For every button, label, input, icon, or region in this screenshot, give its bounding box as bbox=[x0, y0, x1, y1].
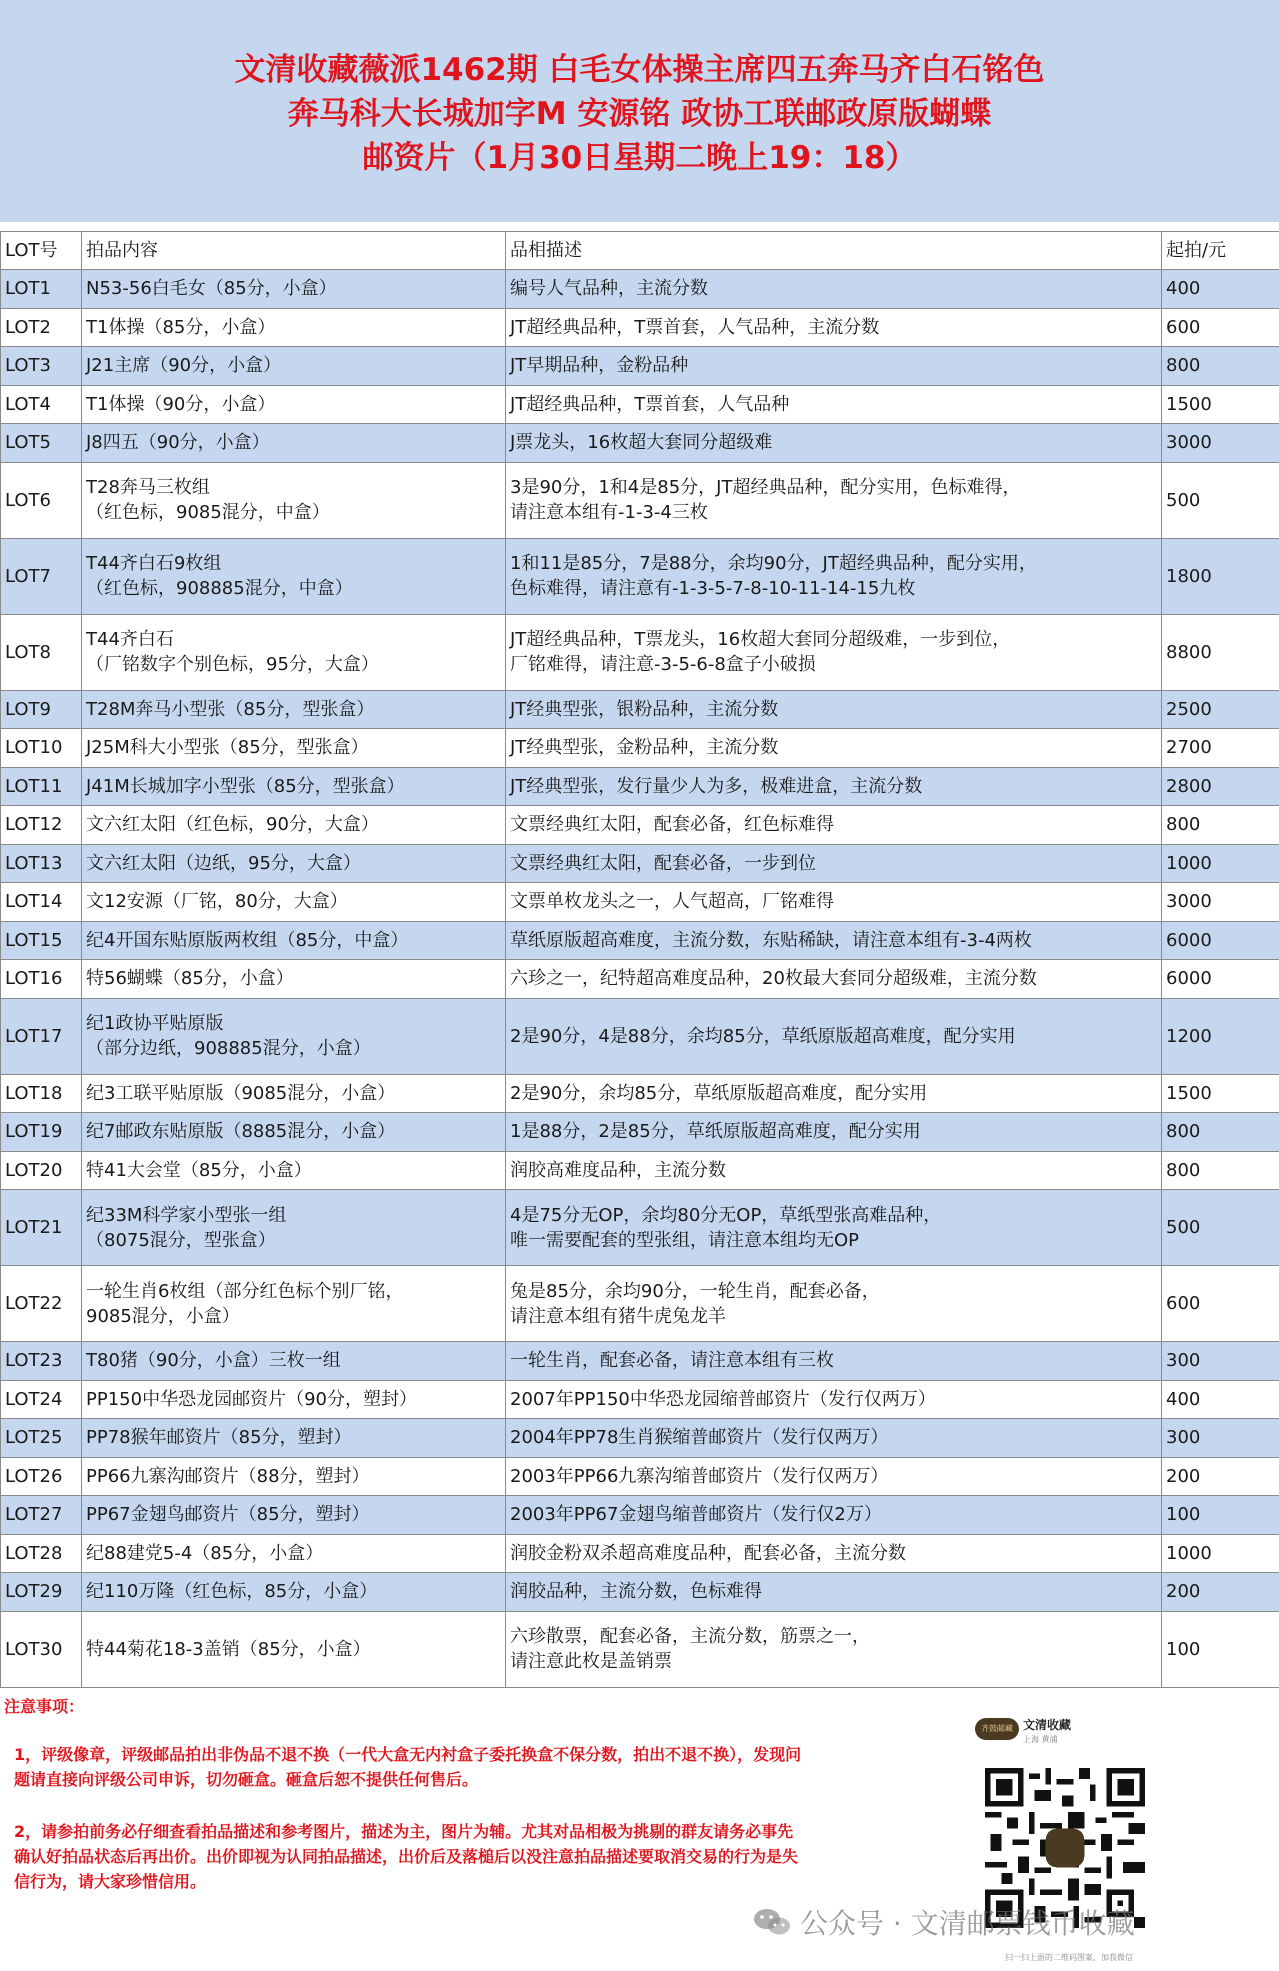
lot-description bbox=[506, 1419, 1162, 1458]
lot-number: LOT18 bbox=[1, 1074, 82, 1113]
header-lot: LOT号 bbox=[1, 232, 82, 270]
lot-number: LOT29 bbox=[1, 1573, 82, 1612]
starting-price: 1800 bbox=[1162, 538, 1279, 614]
lot-description bbox=[506, 1342, 1162, 1381]
lot-item bbox=[82, 1573, 506, 1612]
table-row bbox=[1, 1380, 1279, 1419]
table-row bbox=[1, 385, 1279, 424]
lot-description bbox=[506, 614, 1162, 690]
table-row bbox=[1, 424, 1279, 463]
lot-item-line: 特41大会堂（85分，小盒） bbox=[86, 1159, 312, 1181]
lot-number: LOT8 bbox=[1, 614, 82, 690]
lot-description-line: 润胶金粉双杀超高难度品种，配套必备，主流分数 bbox=[510, 1542, 906, 1564]
lot-item bbox=[82, 844, 506, 883]
title-line-3: 邮资片（1月30日星期二晚上19：18） bbox=[362, 140, 917, 176]
table-row bbox=[1, 538, 1279, 614]
lot-item-line: T80猪（90分，小盒）三枚一组 bbox=[86, 1350, 341, 1372]
notice-paragraph-2: 2，请参拍前务必仔细查看拍品描述和参考图片，描述为主，图片为辅。尤其对品相极为挑剔的群友请务必事先确认好拍品状态后再出价。出价即视为认同拍品描述，出价后及落槌后以没注意拍品描述要取消交易的行为是失信行为，请大家珍惜信用。 bbox=[14, 1822, 799, 1891]
lot-item bbox=[82, 690, 506, 729]
starting-price: 1000 bbox=[1162, 844, 1279, 883]
lot-item bbox=[82, 1496, 506, 1535]
lot-number: LOT17 bbox=[1, 998, 82, 1074]
table-row bbox=[1, 921, 1279, 960]
header-price: 起拍/元 bbox=[1162, 232, 1279, 270]
table-row bbox=[1, 270, 1279, 309]
starting-price: 2500 bbox=[1162, 690, 1279, 729]
table-row bbox=[1, 1151, 1279, 1190]
lot-description-line: 文票经典红太阳，配套必备，红色标难得 bbox=[510, 814, 834, 836]
lot-item-line: （部分边纸，908885混分，小盒） bbox=[86, 1038, 371, 1059]
lot-item-line: 纪33M科学家小型张一组 bbox=[86, 1204, 287, 1226]
lot-item-line: 纪7邮政东贴原版（8885混分，小盒） bbox=[86, 1121, 396, 1143]
lot-item bbox=[82, 729, 506, 768]
starting-price: 500 bbox=[1162, 1190, 1279, 1266]
lot-description bbox=[506, 1074, 1162, 1113]
lot-number: LOT25 bbox=[1, 1419, 82, 1458]
lot-item bbox=[82, 883, 506, 922]
table-row bbox=[1, 729, 1279, 768]
title-line-1: 文清收藏薇派1462期 白毛女体操主席四五奔马齐白石铭色 bbox=[234, 52, 1045, 88]
lot-item bbox=[82, 538, 506, 614]
lot-description-line: 兔是85分，余均90分，一轮生肖，配套必备， bbox=[510, 1280, 880, 1302]
starting-price: 500 bbox=[1162, 462, 1279, 538]
lot-item bbox=[82, 767, 506, 806]
lot-item bbox=[82, 385, 506, 424]
lot-item bbox=[82, 1419, 506, 1458]
table-row bbox=[1, 462, 1279, 538]
qr-account-name: 文清收藏 bbox=[1023, 1718, 1072, 1732]
lot-item bbox=[82, 308, 506, 347]
lot-number: LOT24 bbox=[1, 1380, 82, 1419]
lot-description-line: 2是90分，余均85分，草纸原版超高难度，配分实用 bbox=[510, 1082, 928, 1104]
lot-description bbox=[506, 1190, 1162, 1266]
lot-number: LOT23 bbox=[1, 1342, 82, 1381]
lot-number: LOT6 bbox=[1, 462, 82, 538]
table-row bbox=[1, 767, 1279, 806]
lot-description-line: 唯一需要配套的型张组，请注意本组均无OP bbox=[510, 1229, 860, 1251]
lot-item-line: 特56蝴蝶（85分，小盒） bbox=[86, 968, 294, 990]
table-row bbox=[1, 1534, 1279, 1573]
table-row bbox=[1, 883, 1279, 922]
table-row bbox=[1, 1419, 1279, 1458]
lot-item-line: T28奔马三枚组 bbox=[86, 477, 210, 498]
lot-description-line: 六珍散票，配套必备，主流分数，筋票之一， bbox=[510, 1626, 870, 1647]
title-line-2: 奔马科大长城加字M 安源铭 政协工联邮政原版蝴蝶 bbox=[287, 96, 992, 132]
lot-description bbox=[506, 308, 1162, 347]
starting-price: 3000 bbox=[1162, 424, 1279, 463]
lot-number: LOT1 bbox=[1, 270, 82, 309]
lot-item-line: PP78猴年邮资片（85分，塑封） bbox=[86, 1427, 352, 1449]
lot-item-line: 文六红太阳（边纸，95分，大盒） bbox=[86, 852, 361, 874]
lot-item-line: 特44菊花18-3盖销（85分，小盒） bbox=[86, 1638, 371, 1660]
starting-price: 600 bbox=[1162, 308, 1279, 347]
lot-description bbox=[506, 1496, 1162, 1535]
lot-description bbox=[506, 1457, 1162, 1496]
table-row bbox=[1, 998, 1279, 1074]
lot-description-line: 文票单枚龙头之一，人气超高，厂铭难得 bbox=[510, 891, 834, 913]
lot-description-line: 4是75分无OP，余均80分无OP，草纸型张高难品种， bbox=[510, 1204, 942, 1226]
table-row bbox=[1, 1190, 1279, 1266]
lot-number: LOT30 bbox=[1, 1611, 82, 1687]
table-row bbox=[1, 308, 1279, 347]
lot-description bbox=[506, 1380, 1162, 1419]
lot-description-line: 2是90分，4是88分，余均85分，草纸原版超高难度，配分实用 bbox=[510, 1025, 1016, 1047]
lot-item bbox=[82, 462, 506, 538]
lot-number: LOT16 bbox=[1, 960, 82, 999]
lot-description bbox=[506, 538, 1162, 614]
lot-item-line: 9085混分，小盒） bbox=[86, 1305, 240, 1327]
lot-item bbox=[82, 1113, 506, 1152]
lot-item-line: 文12安源（厂铭，80分，大盒） bbox=[86, 891, 348, 913]
qr-account-location: 上海 黄浦 bbox=[1023, 1735, 1058, 1744]
lot-number: LOT9 bbox=[1, 690, 82, 729]
lot-description bbox=[506, 690, 1162, 729]
lot-description bbox=[506, 1151, 1162, 1190]
lot-item bbox=[82, 1380, 506, 1419]
qr-caption: 扫一扫上面的二维码图案，加我微信 bbox=[1005, 1953, 1133, 1962]
lot-number: LOT28 bbox=[1, 1534, 82, 1573]
starting-price: 400 bbox=[1162, 270, 1279, 309]
table-row bbox=[1, 614, 1279, 690]
lot-number: LOT10 bbox=[1, 729, 82, 768]
lot-item bbox=[82, 424, 506, 463]
watermark-text: 公众号 · 文清邮票钱币收藏 bbox=[800, 1907, 1135, 1940]
lot-description-line: 请注意此枚是盖销票 bbox=[510, 1651, 672, 1672]
lot-description-line: 草纸原版超高难度，主流分数，东贴稀缺，请注意本组有-3-4两枚 bbox=[510, 929, 1032, 951]
starting-price: 6000 bbox=[1162, 960, 1279, 999]
lot-item-line: 纪3工联平贴原版（9085混分，小盒） bbox=[86, 1082, 396, 1104]
lot-item-line: （红色标，9085混分，中盒） bbox=[86, 502, 330, 523]
lot-number: LOT14 bbox=[1, 883, 82, 922]
lot-table-body bbox=[1, 270, 1279, 1688]
table-row bbox=[1, 1573, 1279, 1612]
starting-price: 2700 bbox=[1162, 729, 1279, 768]
table-row bbox=[1, 1496, 1279, 1535]
lot-item bbox=[82, 806, 506, 845]
lot-description-line: JT超经典品种，T票首套，人气品种，主流分数 bbox=[510, 316, 880, 338]
lot-number: LOT21 bbox=[1, 1190, 82, 1266]
lot-description-line: 润胶品种，主流分数，色标难得 bbox=[510, 1581, 762, 1603]
lot-item-line: 一轮生肖6枚组（部分红色标个别厂铭， bbox=[86, 1280, 404, 1302]
lot-description bbox=[506, 1266, 1162, 1342]
starting-price: 300 bbox=[1162, 1419, 1279, 1458]
lot-description-line: JT经典型张，金粉品种，主流分数 bbox=[510, 737, 779, 759]
starting-price: 800 bbox=[1162, 806, 1279, 845]
lot-item bbox=[82, 1342, 506, 1381]
lot-description bbox=[506, 729, 1162, 768]
lot-description-line: 请注意本组有猪牛虎兔龙羊 bbox=[510, 1305, 726, 1327]
starting-price: 400 bbox=[1162, 1380, 1279, 1419]
lot-table bbox=[0, 231, 1279, 1688]
lot-description bbox=[506, 921, 1162, 960]
lot-description bbox=[506, 1113, 1162, 1152]
starting-price: 300 bbox=[1162, 1342, 1279, 1381]
lot-item-line: PP67金翅鸟邮资片（85分，塑封） bbox=[86, 1504, 370, 1526]
lot-item bbox=[82, 270, 506, 309]
lot-item bbox=[82, 614, 506, 690]
lot-description-line: 2004年PP78生肖猴缩普邮资片（发行仅两万） bbox=[510, 1427, 889, 1449]
lot-description-line: 一轮生肖，配套必备，请注意本组有三枚 bbox=[510, 1350, 834, 1372]
lot-item-line: J8四五（90分，小盒） bbox=[86, 432, 270, 454]
lot-description bbox=[506, 767, 1162, 806]
lot-item bbox=[82, 1074, 506, 1113]
lot-item-line: T1体操（90分，小盒） bbox=[86, 393, 276, 415]
table-row bbox=[1, 347, 1279, 386]
lot-item-line: （厂铭数字个别色标，95分，大盒） bbox=[86, 654, 379, 675]
lot-number: LOT13 bbox=[1, 844, 82, 883]
lot-number: LOT19 bbox=[1, 1113, 82, 1152]
lot-item-line: （红色标，908885混分，中盒） bbox=[86, 578, 353, 599]
starting-price: 1500 bbox=[1162, 1074, 1279, 1113]
table-row bbox=[1, 844, 1279, 883]
lot-description-line: JT经典型张，银粉品种，主流分数 bbox=[510, 698, 779, 720]
lot-number: LOT2 bbox=[1, 308, 82, 347]
lot-item-line: T44齐白石 bbox=[86, 629, 174, 650]
table-row bbox=[1, 1074, 1279, 1113]
starting-price: 3000 bbox=[1162, 883, 1279, 922]
starting-price: 200 bbox=[1162, 1573, 1279, 1612]
lot-item bbox=[82, 1534, 506, 1573]
table-row bbox=[1, 690, 1279, 729]
lot-description bbox=[506, 1611, 1162, 1687]
starting-price: 800 bbox=[1162, 1113, 1279, 1152]
lot-item-line: J25M科大小型张（85分，型张盒） bbox=[86, 737, 369, 759]
lot-description-line: 请注意本组有-1-3-4三枚 bbox=[510, 502, 708, 523]
lot-description-line: 1是88分，2是85分，草纸原版超高难度，配分实用 bbox=[510, 1121, 921, 1143]
lot-item bbox=[82, 1190, 506, 1266]
notice-paragraph-1: 1，评级像章，评级邮品拍出非伪品不退不换（一代大盒无内衬盒子委托换盒不保分数，拍出不退不换），发现问题请直接向评级公司申诉，切勿砸盒。砸盒后恕不提供任何售后。 bbox=[14, 1745, 802, 1789]
lot-description-line: 编号人气品种，主流分数 bbox=[510, 278, 708, 300]
lot-description bbox=[506, 998, 1162, 1074]
lot-item-line: T28M奔马小型张（85分，型张盒） bbox=[86, 698, 375, 720]
starting-price: 100 bbox=[1162, 1611, 1279, 1687]
lot-number: LOT4 bbox=[1, 385, 82, 424]
lot-number: LOT27 bbox=[1, 1496, 82, 1535]
starting-price: 1500 bbox=[1162, 385, 1279, 424]
starting-price: 800 bbox=[1162, 347, 1279, 386]
starting-price: 1200 bbox=[1162, 998, 1279, 1074]
lot-description bbox=[506, 385, 1162, 424]
starting-price: 8800 bbox=[1162, 614, 1279, 690]
lot-description bbox=[506, 270, 1162, 309]
lot-item-line: （8075混分，型张盒） bbox=[86, 1229, 276, 1251]
lot-item-line: 纪4开国东贴原版两枚组（85分，中盒） bbox=[86, 929, 409, 951]
lot-item-line: PP150中华恐龙园邮资片（90分，塑封） bbox=[86, 1388, 417, 1410]
lot-number: LOT12 bbox=[1, 806, 82, 845]
lot-item-line: PP66九寨沟邮资片（88分，塑封） bbox=[86, 1465, 370, 1487]
qr-header bbox=[975, 1712, 1195, 1752]
lot-description bbox=[506, 883, 1162, 922]
starting-price: 1000 bbox=[1162, 1534, 1279, 1573]
lot-number: LOT26 bbox=[1, 1457, 82, 1496]
brand-logo: 齐鼓邮藏 bbox=[975, 1718, 1019, 1740]
lot-number: LOT3 bbox=[1, 347, 82, 386]
lot-item bbox=[82, 1611, 506, 1687]
lot-description bbox=[506, 1573, 1162, 1612]
lot-description-line: JT早期品种，金粉品种 bbox=[510, 355, 689, 377]
title-banner bbox=[0, 0, 1279, 222]
lot-description-line: 3是90分，1和4是85分，JT超经典品种，配分实用，色标难得， bbox=[510, 477, 1021, 498]
lot-description-line: JT经典型张，发行量少人为多，极难进盒，主流分数 bbox=[510, 775, 923, 797]
wechat-watermark bbox=[752, 1902, 1135, 1942]
starting-price: 6000 bbox=[1162, 921, 1279, 960]
lot-description-line: JT超经典品种，T票首套，人气品种 bbox=[510, 393, 790, 415]
lot-item-line: 纪110万隆（红色标，85分，小盒） bbox=[86, 1581, 378, 1603]
lot-number: LOT11 bbox=[1, 767, 82, 806]
lot-item bbox=[82, 347, 506, 386]
lot-description-line: 2003年PP66九寨沟缩普邮资片（发行仅两万） bbox=[510, 1465, 889, 1487]
lot-item-line: 纪1政协平贴原版 bbox=[86, 1013, 224, 1034]
lot-number: LOT15 bbox=[1, 921, 82, 960]
lot-item-line: T44齐白石9枚组 bbox=[86, 553, 222, 574]
lot-item bbox=[82, 1151, 506, 1190]
starting-price: 800 bbox=[1162, 1151, 1279, 1190]
header-description: 品相描述 bbox=[506, 232, 1162, 270]
lot-item-line: J21主席（90分，小盒） bbox=[86, 355, 282, 377]
lot-description-line: 六珍之一，纪特超高难度品种，20枚最大套同分超级难，主流分数 bbox=[510, 968, 1037, 990]
lot-description-line: J票龙头，16枚超大套同分超级难 bbox=[510, 432, 773, 454]
lot-description bbox=[506, 1534, 1162, 1573]
lot-item-line: 纪88建党5-4（85分，小盒） bbox=[86, 1542, 324, 1564]
starting-price: 200 bbox=[1162, 1457, 1279, 1496]
lot-item-line: J41M长城加字小型张（85分，型张盒） bbox=[86, 775, 405, 797]
lot-item bbox=[82, 998, 506, 1074]
lot-description-line: 润胶高难度品种，主流分数 bbox=[510, 1159, 726, 1181]
table-header-row bbox=[1, 232, 1279, 270]
lot-item-line: 文六红太阳（红色标，90分，大盒） bbox=[86, 814, 379, 836]
lot-description bbox=[506, 960, 1162, 999]
lot-number: LOT7 bbox=[1, 538, 82, 614]
notice-title: 注意事项： bbox=[4, 1697, 85, 1716]
starting-price: 100 bbox=[1162, 1496, 1279, 1535]
lot-item bbox=[82, 1266, 506, 1342]
lot-description-line: 2003年PP67金翅鸟缩普邮资片（发行仅2万） bbox=[510, 1504, 882, 1526]
lot-number: LOT22 bbox=[1, 1266, 82, 1342]
table-row bbox=[1, 1342, 1279, 1381]
header-item: 拍品内容 bbox=[82, 232, 506, 270]
lot-description bbox=[506, 347, 1162, 386]
lot-description-line: 2007年PP150中华恐龙园缩普邮资片（发行仅两万） bbox=[510, 1388, 936, 1410]
lot-item-line: T1体操（85分，小盒） bbox=[86, 316, 276, 338]
table-row bbox=[1, 1457, 1279, 1496]
lot-number: LOT20 bbox=[1, 1151, 82, 1190]
lot-description bbox=[506, 844, 1162, 883]
lot-description bbox=[506, 806, 1162, 845]
lot-description bbox=[506, 424, 1162, 463]
lot-description-line: JT超经典品种，T票龙头，16枚超大套同分超级难，一步到位， bbox=[510, 629, 1011, 650]
table-row bbox=[1, 1113, 1279, 1152]
lot-description-line: 厂铭难得，请注意-3-5-6-8盒子小破损 bbox=[510, 654, 816, 675]
table-row bbox=[1, 960, 1279, 999]
table-row bbox=[1, 1611, 1279, 1687]
starting-price: 2800 bbox=[1162, 767, 1279, 806]
lot-item bbox=[82, 921, 506, 960]
lot-description-line: 文票经典红太阳，配套必备，一步到位 bbox=[510, 852, 816, 874]
lot-item bbox=[82, 960, 506, 999]
table-row bbox=[1, 1266, 1279, 1342]
lot-number: LOT5 bbox=[1, 424, 82, 463]
starting-price: 600 bbox=[1162, 1266, 1279, 1342]
lot-description bbox=[506, 462, 1162, 538]
table-row bbox=[1, 806, 1279, 845]
lot-description-line: 色标难得，请注意有-1-3-5-7-8-10-11-14-15九枚 bbox=[510, 578, 916, 599]
wechat-icon bbox=[752, 1907, 792, 1937]
lot-description-line: 1和11是85分，7是88分，余均90分，JT超经典品种，配分实用， bbox=[510, 553, 1037, 574]
lot-item-line: N53-56白毛女（85分，小盒） bbox=[86, 278, 337, 300]
lot-item bbox=[82, 1457, 506, 1496]
